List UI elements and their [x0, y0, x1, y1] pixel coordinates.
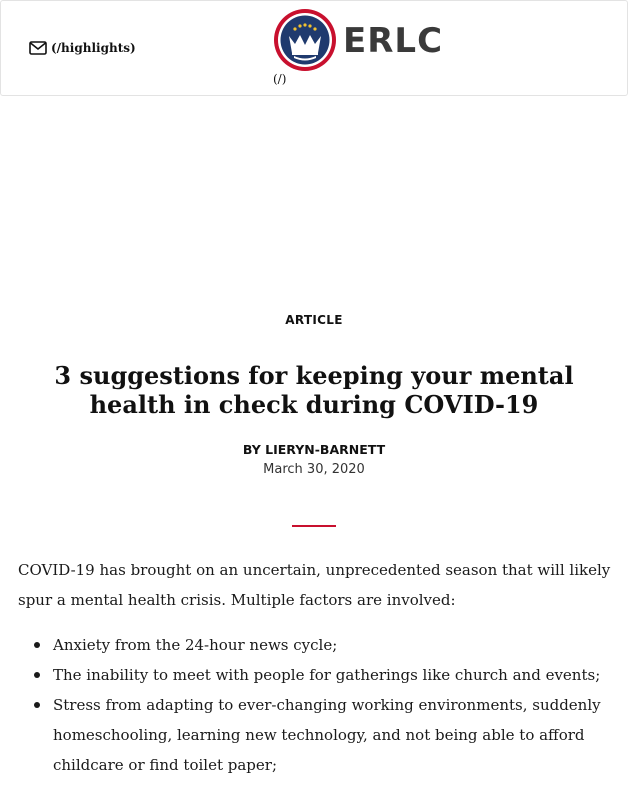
list-item-text: The inability to meet with people for gatherings like church and events;	[53, 666, 601, 684]
crown-seal-icon	[273, 8, 337, 72]
list-item	[18, 690, 614, 780]
title-divider	[292, 525, 336, 527]
article-byline: BY LIERYN-BARNETT	[242, 442, 386, 457]
logo-link-path: (/)	[273, 72, 287, 86]
article-date: March 30, 2020	[263, 462, 365, 477]
article-type-label: ARTICLE	[285, 313, 343, 327]
article-title: 3 suggestions for keeping your mental health in check during COVID-19	[54, 361, 574, 419]
envelope-icon	[29, 41, 47, 55]
list-item-text: Stress from adapting to ever-changing working environments, suddenly homeschooling, learning new technology, and not being able to afford childcare or find toilet paper;	[53, 696, 601, 774]
factors-list	[18, 630, 614, 780]
bullet-dot	[34, 702, 40, 708]
list-item	[18, 630, 614, 660]
bullet-dot	[34, 672, 40, 678]
list-item-text: Anxiety from the 24-hour news cycle;	[53, 636, 338, 654]
logo-wordmark: ERLC	[343, 21, 444, 61]
article-intro-paragraph: COVID-19 has brought on an uncertain, unprecedented season that will likely spur a mental health crisis. Multiple factors are involved:	[18, 561, 611, 609]
bullet-dot	[34, 642, 40, 648]
highlights-link[interactable]	[29, 41, 136, 55]
erlc-logo-link[interactable]	[273, 8, 443, 72]
list-item	[18, 660, 614, 690]
site-header	[0, 0, 628, 96]
highlights-link-label: (/highlights)	[51, 41, 136, 55]
